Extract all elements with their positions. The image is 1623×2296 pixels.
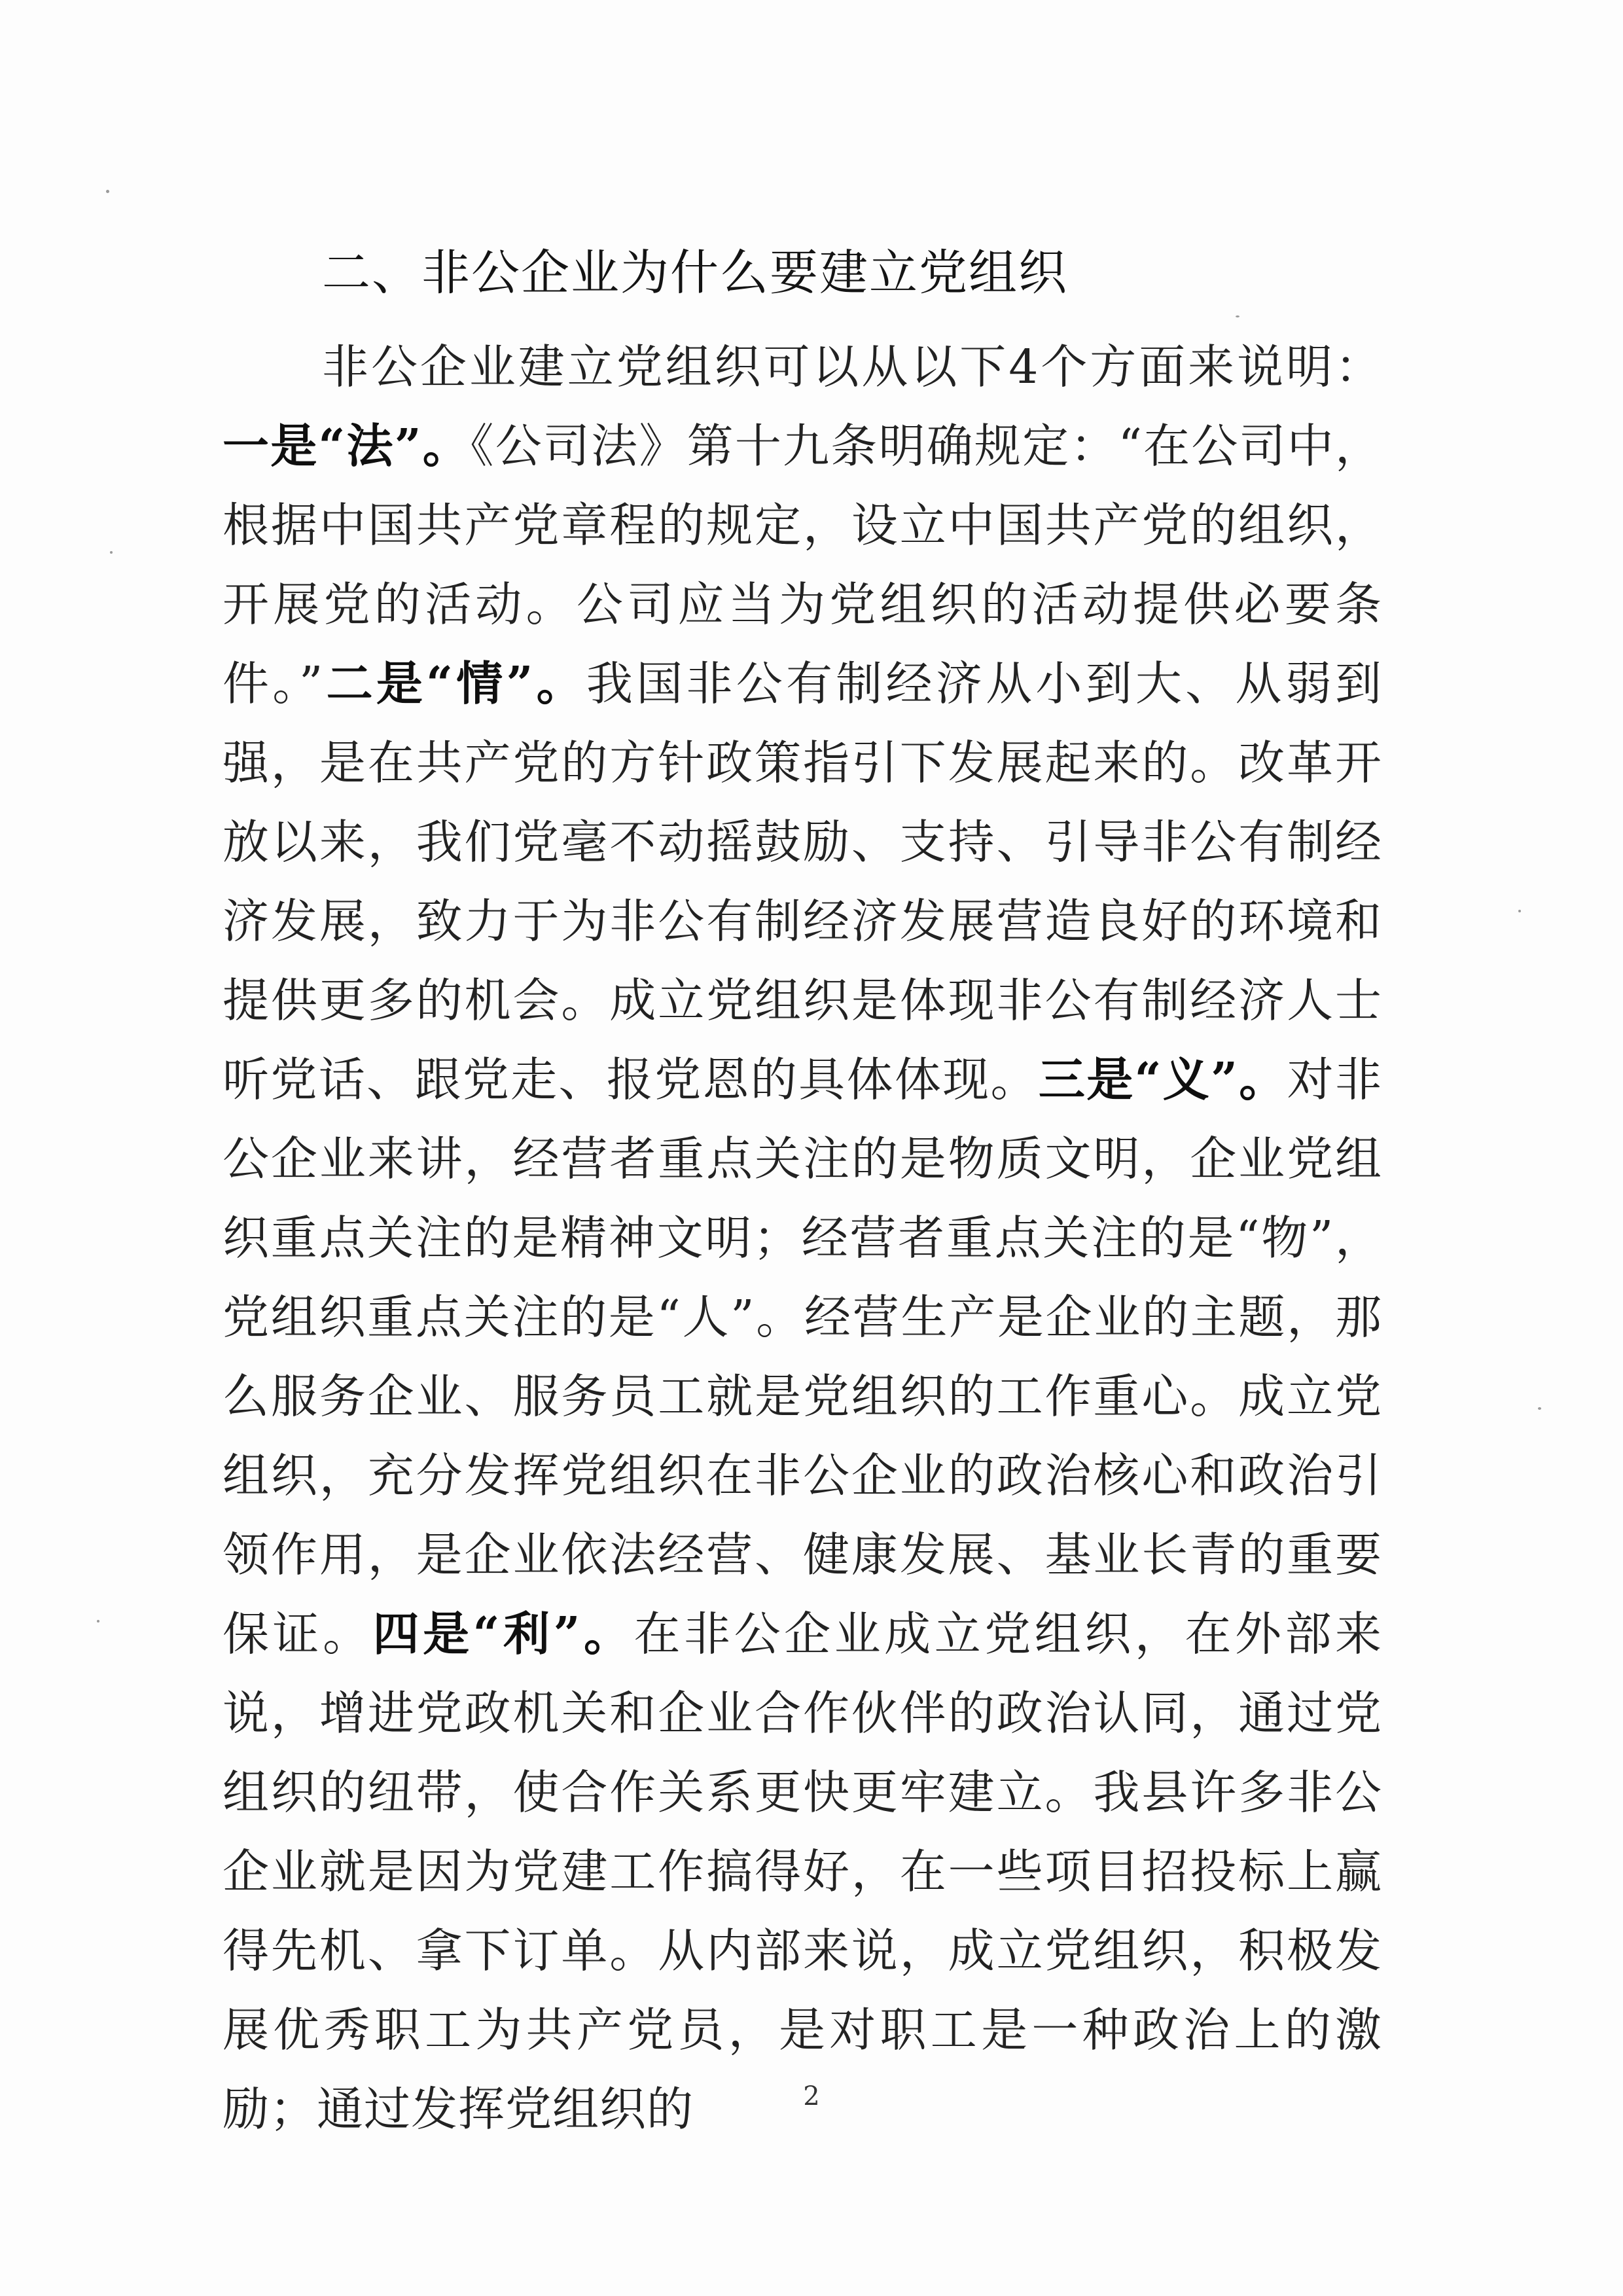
point-label-law: 一是“法”。: [223, 418, 471, 473]
section-heading: 二、非公企业为什么要建立党组织: [322, 245, 1068, 301]
page-number: 2: [803, 2081, 820, 2111]
scan-speck: [110, 551, 113, 554]
text-run: 非公企业建立党组织可以从以下4个方面来说明：: [322, 340, 1382, 394]
scan-speck: [97, 1620, 99, 1623]
text-run: 对非公企业来讲，经营者重点关注的是物质文明，企业党组织重点关注的是精神文明；经营者重点关注的是“物”，党组织重点关注的是“人”。经营生产是企业的主题，那么服务企业、服务员工就是党组织的工作重心。成立党组织，充分发挥党组织在非公企业的政治核心和政治引领作用，是企业依法经营、健康发展、基业长青的重要保证。: [223, 1052, 1382, 1661]
scan-speck: [1236, 315, 1240, 317]
point-label-sentiment: 二是“情”。: [323, 656, 586, 711]
scan-speck: [1518, 910, 1521, 912]
text-run: 《公司法》第十九条明确规定：“在公司中，根据中国共产党章程的规定，设立中国共产党的组织，开展党的活动。公司应当为党组织的活动提供必要条件。”: [223, 419, 1382, 711]
point-label-righteousness: 三是“义”。: [1038, 1052, 1287, 1107]
point-label-benefit: 四是“利”。: [372, 1606, 634, 1661]
body-paragraph: [223, 327, 1382, 2149]
scan-speck: [106, 190, 109, 193]
text-run: 我国非公有制经济从小到大、从弱到强，是在共产党的方针政策指引下发展起来的。改革开放以来，我们党毫不动摇鼓励、支持、引导非公有制经济发展，致力于为非公有制经济发展营造良好的环境和提供更多的机会。成立党组织是体现非公有制经济人士听党话、跟党走、报党恩的具体体现。: [223, 656, 1382, 1107]
scan-speck: [1538, 1407, 1541, 1410]
text-run: 在非公企业成立党组织，在外部来说，增进党政机关和企业合作伙伴的政治认同，通过党组织的纽带，使合作关系更快更牢建立。我县许多非公企业就是因为党建工作搞得好，在一些项目招投标上赢得先机、拿下订单。从内部来说，成立党组织，积极发展优秀职工为共产党员，是对职工是一种政治上的激励；通过发挥党组织的: [223, 1607, 1382, 2136]
